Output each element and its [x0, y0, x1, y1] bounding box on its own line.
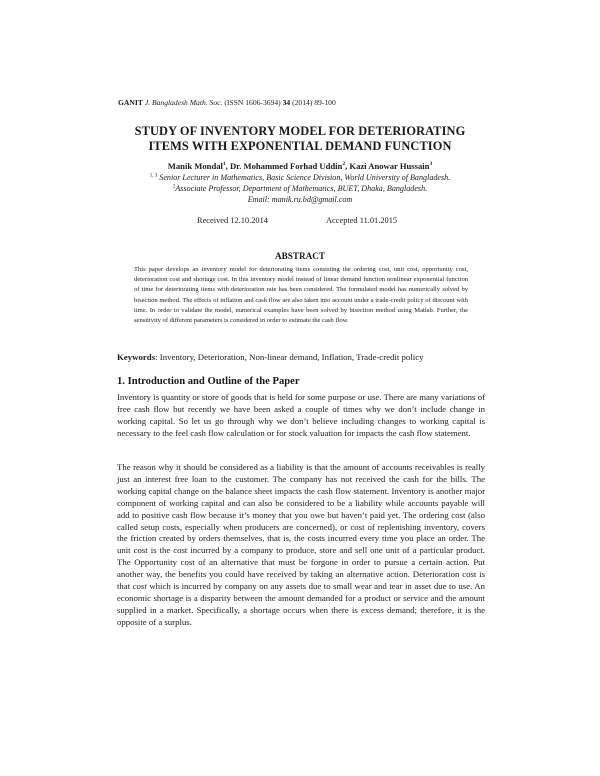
journal-full-name: J. Bangladesh Math. Soc.: [144, 98, 223, 107]
title-line-1: STUDY OF INVENTORY MODEL FOR DETERIORATING: [134, 124, 466, 138]
journal-name: GANIT: [118, 98, 143, 107]
keywords-text: : Inventory, Deterioration, Non-linear demand, Inflation, Trade-credit policy: [155, 352, 424, 362]
author-2: Dr. Mohammed Forhad Uddin: [229, 161, 343, 171]
journal-header: [118, 98, 336, 107]
abstract-heading: ABSTRACT: [274, 251, 326, 261]
affiliation-1: [100, 173, 500, 182]
keywords-label: Keywords: [117, 352, 156, 362]
accepted-date: Accepted 11.01.2015: [326, 216, 398, 225]
author-1-sup: 1: [222, 161, 226, 168]
paper-title: [100, 124, 500, 154]
journal-volume: 34: [282, 98, 291, 107]
paragraph-1: Inventory is quantity or store of goods that is held for some purpose or use. There are many variations of free cash flow but recently we have been asked a couple of times why we don’t include change in working capital. So let us go through why we don’t believe including changes to working capital is necessary to the feel cash flow calculation or for stock valuation for impacts the cash flow statement.: [117, 392, 485, 438]
affiliation-1-text: Senior Lecturer in Mathematics, Basic Science Division, World University of Bangladesh.: [159, 173, 451, 182]
title-line-2: ITEMS WITH EXPONENTIAL DEMAND FUNCTION: [148, 139, 452, 153]
affiliation-1-sup: 1, 3: [149, 173, 158, 179]
received-date: Received 12.10.2014: [197, 216, 268, 225]
author-3: Kazi Anowar Hussain: [349, 161, 430, 171]
affiliation-2-sup: 2: [172, 184, 176, 190]
author-email: Email: manik.ru.bd@gmail.com: [247, 195, 353, 204]
author-2-sup: 2: [342, 161, 346, 168]
section-heading: 1. Introduction and Outline of the Paper: [117, 376, 300, 387]
paragraph-2: [117, 462, 485, 629]
author-1: Manik Mondal: [167, 161, 223, 171]
author-list: Manik Mondal$^1$, Dr. Mohammed Forhad Uddin$^2$, Kazi Anowar Hussain$^3$: [167, 161, 433, 171]
abstract-text: This paper develops an inventory model for deteriorating items consisting the ordering cost, unit cost, opportunity cost, deterioration cost and shortage cost. In this inventory model instead of linear demand function nonlinear exponential function of time for deteriorating items with deterioration rate has been considered. The formulated model has numerically solved by bisection method. The effects of inflation and cash flow are also taken into account under a trade-credit policy of discount with time. In order to validate the model, numerical examples have been solved by bisection method using Matlab. Further, the sensitivity of different parameters is considered in order to estimate the cash flow.: [134, 266, 468, 325]
paragraph-2-part-a: The reason why it should be considered as a liability is that the amount of accounts receivables is really just an interest free loan to the customer. The company has not received the cash for the bills. The working capital change on the balance sheet impacts the cash flow statement. Inventory is another major component of working capital and can also be considered to be a liability while accounts payable will add to positive cash flow because it’s money that you owe but haven’t paid yet. The ordering cost (also called setup costs, especially when producers are concerned), or cost of replenishing inventory, covers the friction created by orders themselves, that is, the costs incurred every time you place an order. The unit cost is the cost incurred by a company to produce, store and sell one unit of a particular product. The Opportunity cost of an alternative that must be forgone in order to pursue a certain action. Put another way, the benefits you could have received by taking an alternative action. Deterioration cost is that: [117, 462, 485, 592]
keywords-line: [117, 352, 493, 362]
paragraph-2-emphasis: cost: [132, 581, 147, 592]
affiliation-2: [100, 184, 500, 193]
journal-year-pages: (2014) 89-100: [292, 98, 336, 107]
affiliation-2-text: Associate Professor, Department of Mathematics, BUET, Dhaka, Bangladesh.: [175, 184, 428, 193]
author-3-sup: 3: [429, 161, 433, 168]
paragraph-2-part-b: which is incurred by company on any assets due to small wear and tear in asset due to use. An economic shortage is a disparity between the amount demanded for a product or service and the amount supplied in a market. Specifically, a shortage occurs when there is excess demand; therefore, it is the opposite of a surplus.: [117, 581, 486, 627]
journal-issn: (ISSN 1606-3694): [224, 98, 281, 107]
